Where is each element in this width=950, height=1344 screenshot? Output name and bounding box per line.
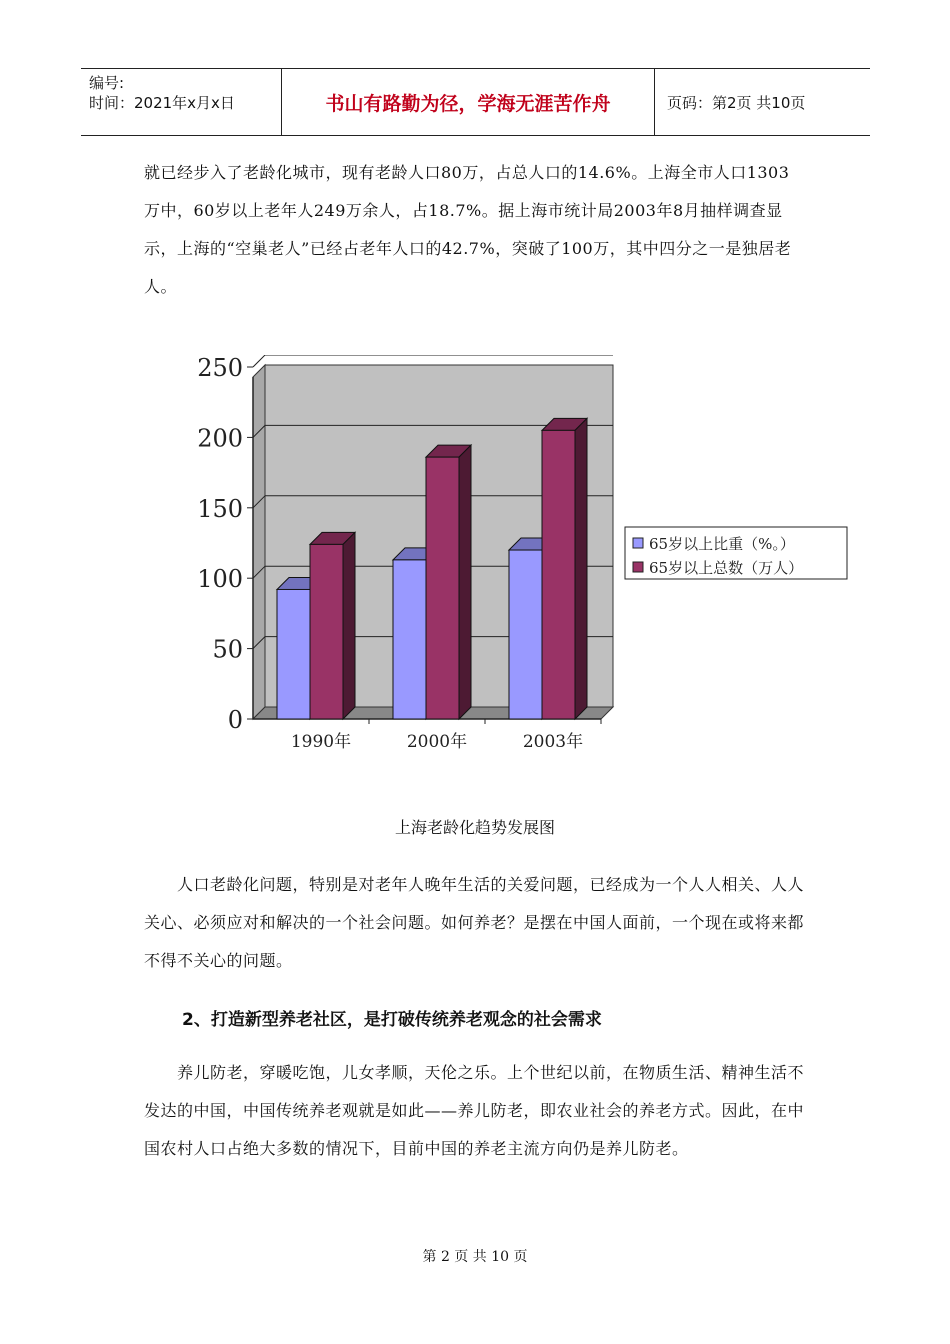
bar (542, 430, 575, 719)
page-info: 页码：第2页 共10页 (667, 93, 806, 112)
bar (509, 550, 542, 719)
time-label: 时间：2021年x月x日 (89, 94, 235, 112)
x-tick-label: 2003年 (522, 732, 584, 752)
legend-label: 65岁以上总数（万人） (649, 559, 804, 577)
aging-bar-chart (195, 355, 865, 755)
section-heading: 2、打造新型养老社区，是打破传统养老观念的社会需求 (182, 1010, 602, 1030)
gridline-diag (253, 355, 265, 367)
bar (277, 589, 310, 719)
bar-side (459, 445, 471, 719)
paragraph-2: 人口老龄化问题，特别是对老年人晚年生活的关爱问题，已经成为一个人人相关、人人关心、必须应对和解决的一个社会问题。如何养老？是摆在中国人面前，一个现在或将来都不得不关心的问题。 (144, 875, 805, 970)
number-label: 编号: (89, 74, 125, 92)
legend-label: 65岁以上比重（%。） (649, 535, 795, 553)
legend-swatch (633, 538, 643, 548)
legend-swatch (633, 562, 643, 572)
y-tick-label: 250 (197, 355, 243, 382)
bar (310, 544, 343, 719)
x-tick-label: 1990年 (290, 732, 352, 752)
bar (426, 457, 459, 719)
header-motto: 书山有路勤为径，学海无涯苦作舟 (282, 69, 655, 135)
plot-side-wall (253, 365, 265, 719)
bar (393, 560, 426, 719)
y-tick-label: 200 (197, 424, 243, 453)
paragraph-3: 养儿防老，穿暖吃饱，儿女孝顺，天伦之乐。上个世纪以前，在物质生活、精神生活不发达的中国，中国传统养老观就是如此——养儿防老，即农业社会的养老方式。因此，在中国农村人口占绝大多数的情况下，目前中国的养老主流方向仍是养儿防老。 (144, 1063, 805, 1158)
y-tick-label: 100 (197, 565, 243, 594)
paragraph-1: 就已经步入了老龄化城市，现有老龄人口80万，占总人口的14.6%。上海全市人口1303万中，60岁以上老年人249万余人，占18.7%。据上海市统计局2003年8月抽样调查显示，上海的“空巢老人”已经占老年人口的42.7%，突破了100万，其中四分之一是独居老人。 (144, 163, 792, 296)
chart-caption: 上海老龄化趋势发展图 (394, 818, 555, 837)
page-footer: 第 2 页 共 10 页 (422, 1249, 528, 1265)
x-tick-label: 2000年 (406, 732, 468, 752)
bar-side (575, 418, 587, 719)
page-header (81, 68, 870, 136)
y-tick-label: 50 (212, 635, 243, 664)
header-meta (81, 69, 282, 135)
bar-side (343, 532, 355, 719)
y-tick-label: 0 (227, 706, 243, 734)
y-tick-label: 150 (197, 494, 243, 523)
